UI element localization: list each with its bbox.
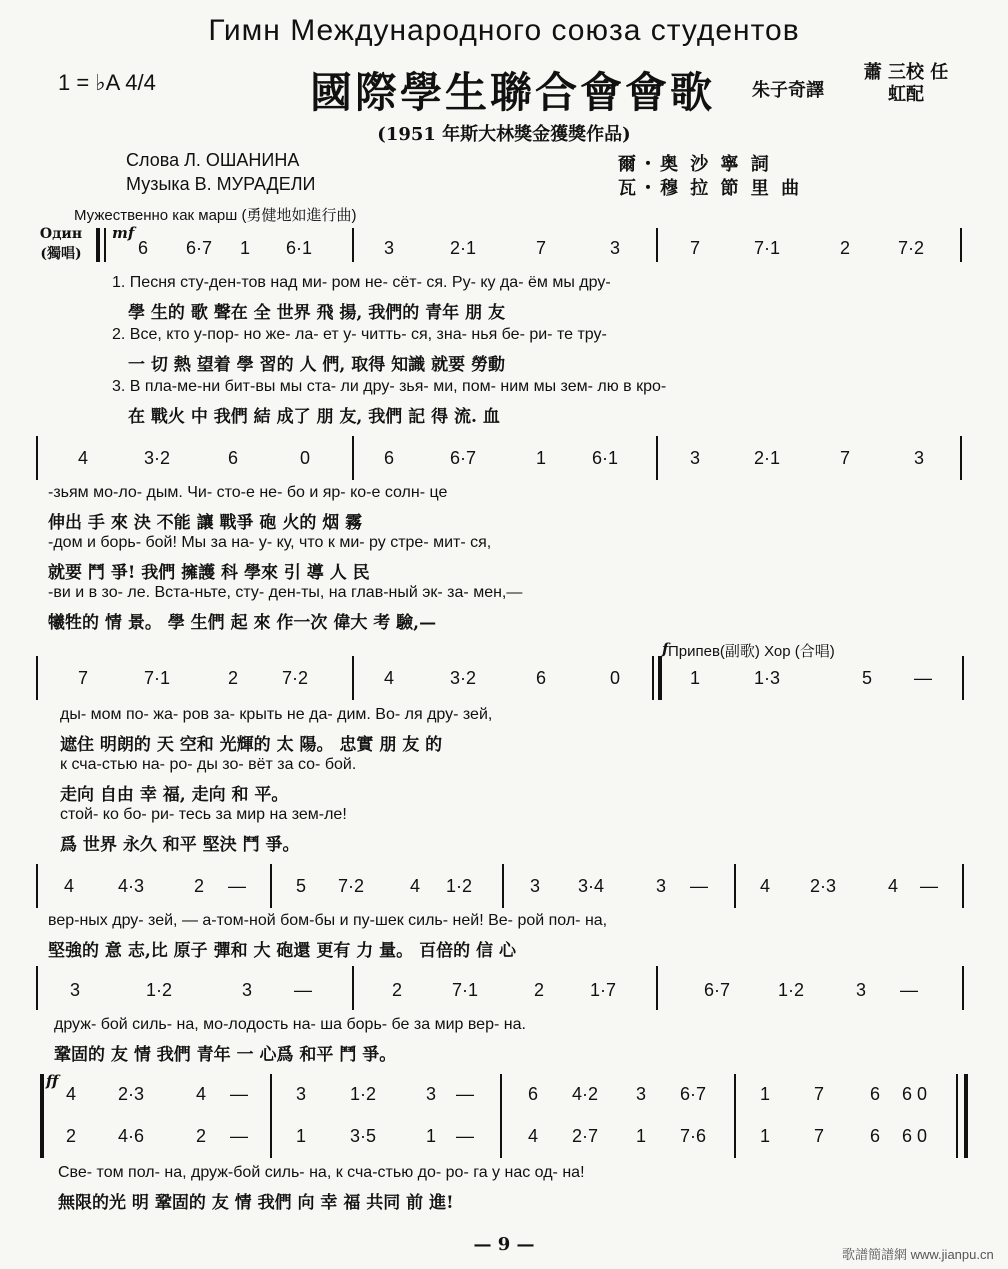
lyric-zh: 一 切 熱 望着 學 習的 人 們, 取得 知識 就要 勞動 [128,355,506,375]
note: 7·2 [282,668,309,688]
note: 1 [690,668,701,688]
barline [270,864,272,908]
note-lower: 2·7 [572,1126,599,1146]
lyric-zh: 伸出 手 來 決 不能 讓 戰爭 砲 火的 烟 霧 [48,513,363,533]
barline [40,1074,44,1158]
note-lower: 1 [296,1126,307,1146]
lyric-zh: 爲 世界 永久 和平 堅決 鬥 爭。 [60,835,300,855]
page-number: — 9 — [473,1234,535,1255]
barline [734,864,736,908]
barline [352,228,354,262]
note-upper: 3 [426,1084,437,1104]
barline [36,966,38,1010]
note: 5 [296,876,307,896]
lyricist-ru: Слова Л. ОШАНИНА [126,150,300,170]
lyric-ru: 3. В пла-ме-ни бит-вы мы ста- ли дру- зья- ми, пом- ним мы зем- лю в кро- [112,378,667,395]
note: 7·2 [898,238,925,258]
note: — [294,980,312,1000]
note-upper: 4 [66,1084,77,1104]
note: 6·1 [592,448,619,468]
barline [352,966,354,1010]
barline [500,1074,502,1158]
note: 7 [840,448,851,468]
note: 2 [534,980,545,1000]
lyric-zh: 遮住 明朗的 天 空和 光輝的 太 陽。 忠實 朋 友 的 [60,735,443,755]
dynamic-f: f [662,640,669,658]
solo-label: Один (獨唱) [39,226,83,262]
note: 6 [536,668,547,688]
note: 1·2 [146,980,173,1000]
note-lower: 1 [760,1126,771,1146]
award-note: (1951 年斯大林獎金獲獎作品) [377,124,631,145]
barline [960,436,962,480]
note: 1 [536,448,547,468]
title-russian: Гимн Международного союза студентов [208,14,800,47]
lyric-ru: друж- бой силь- на, мо-лодость на- ша борь- бе за мир вер- на. [54,1016,526,1033]
lyric-zh: 在 戰火 中 我們 結 成了 朋 友, 我們 記 得 流. 血 [128,407,500,427]
barline [734,1074,736,1158]
note: 7 [690,238,701,258]
note: 2·3 [810,876,837,896]
note: 7 [536,238,547,258]
note: 3·2 [144,448,171,468]
note: 2 [392,980,403,1000]
note-upper: 6 0 [902,1084,928,1104]
note: — [914,668,932,688]
lyric-zh: 就要 鬥 爭! 我們 擁護 科 學來 引 導 人 民 [48,563,370,583]
barline [656,228,658,262]
note-lower: 6 [870,1126,881,1146]
note: — [690,876,708,896]
lyric-ru: -дом и борь- бой! Мы за на- у- ку, что к ми- ру стре- мит- ся, [48,534,492,551]
note-upper: — [456,1084,474,1104]
note: 5 [862,668,873,688]
note: 6 [228,448,239,468]
lyric-ru: -ви и в зо- ле. Вста-ньте, сту- ден-ты, на глав-ный эк- за- мен,— [48,584,523,601]
note: 6 [138,238,149,258]
note-lower: 1 [636,1126,647,1146]
lyric-ru: Све- том пол- на, друж-бой силь- на, к сча-стью до- ро- га у нас од- на! [58,1164,585,1181]
reviser-credit: 蕭 三校 任 虹配 [863,62,949,105]
note-lower: 2 [66,1126,77,1146]
note: 4 [64,876,75,896]
note-upper: 1·2 [350,1084,377,1104]
barline [36,656,38,700]
note-lower: 7·6 [680,1126,707,1146]
barline [270,1074,272,1158]
barline [962,864,964,908]
lyric-zh: 犧牲的 情 景。 學 生們 起 來 作一次 偉大 考 驗,— [48,613,437,633]
note-upper: 6·7 [680,1084,707,1104]
barline [652,656,654,700]
note: 1 [240,238,251,258]
barline [962,656,964,700]
note-upper: 4·2 [572,1084,599,1104]
note: 3·2 [450,668,477,688]
note: 3 [242,980,253,1000]
note: 7·1 [144,668,171,688]
barline [656,966,658,1010]
note-lower: 4 [528,1126,539,1146]
note-lower: 1 [426,1126,437,1146]
note: 3 [530,876,541,896]
note-upper: 3 [636,1084,647,1104]
barline [964,1074,968,1158]
key-signature: 1 = ♭A 4/4 [58,70,156,95]
lyric-zh: 鞏固的 友 情 我們 青年 一 心爲 和平 鬥 爭。 [54,1045,397,1065]
note: 4·3 [118,876,145,896]
lyric-ru: 1. Песня сту-ден-тов над ми- ром не- сёт- ся. Ру- ку да- ём мы дру- [112,274,611,291]
note: 6 [384,448,395,468]
note: 4 [410,876,421,896]
note: 3 [70,980,81,1000]
note: 6·7 [186,238,213,258]
barline [36,436,38,480]
lyric-ru: ды- мом по- жа- ров за- крыть не да- дим. Во- ля дру- зей, [60,706,493,723]
note: 4 [78,448,89,468]
note: 1·7 [590,980,617,1000]
note: 7·1 [452,980,479,1000]
composer-ru: Музыка В. МУРАДЕЛИ [126,174,316,194]
lyricist-zh: 爾・奥 沙 寧 詞 [618,154,772,175]
note: 0 [300,448,311,468]
composer-zh: 瓦・穆 拉 節 里 曲 [618,178,803,199]
note: 3 [690,448,701,468]
note-upper: 7 [814,1084,825,1104]
note: 1·2 [778,980,805,1000]
note: 2·1 [450,238,477,258]
lyric-zh: 走向 自由 幸 福, 走向 和 平。 [60,785,289,805]
tempo-marking: Мужественно как марш (勇健地如進行曲) [74,207,357,224]
note-lower: 3·5 [350,1126,377,1146]
barline [36,864,38,908]
barline [962,966,964,1010]
note: — [900,980,918,1000]
note-lower: — [456,1126,474,1146]
barline [658,656,662,700]
note-lower: — [230,1126,248,1146]
note: 6·1 [286,238,313,258]
dynamic-ff: ff [46,1072,59,1090]
refrain-label: Припев(副歌) Хор (合唱) [668,643,835,660]
note: 6·7 [704,980,731,1000]
note-upper: 2·3 [118,1084,145,1104]
note: 3·4 [578,876,605,896]
title-chinese: 國際學生聯合會會歌 [310,68,716,117]
note: 2 [228,668,239,688]
lyric-zh: 學 生的 歌 聲在 全 世界 飛 揚, 我們的 青年 朋 友 [128,303,506,323]
lyric-ru: -зьям мо-ло- дым. Чи- сто-е не- бо и яр- ко-е солн- це [48,484,448,501]
note-lower: 6 0 [902,1126,928,1146]
lyric-zh: 堅強的 意 志,比 原子 彈和 大 砲還 更有 力 量。 百倍的 信 心 [48,941,516,961]
barline [502,864,504,908]
barline [656,436,658,480]
note: 7·2 [338,876,365,896]
note: 4 [384,668,395,688]
note: 2·1 [754,448,781,468]
lyric-ru: стой- ко бо- ри- тесь за мир на зем-ле! [60,806,347,823]
barline [104,228,106,262]
note: 3 [610,238,621,258]
note-upper: 6 [870,1084,881,1104]
note: 3 [914,448,925,468]
note-upper: 4 [196,1084,207,1104]
barline [352,656,354,700]
note: 2 [840,238,851,258]
barline [96,228,100,262]
note: 7 [78,668,89,688]
barline [960,228,962,262]
note-upper: 1 [760,1084,771,1104]
note: 3 [856,980,867,1000]
note-upper: 3 [296,1084,307,1104]
note-lower: 7 [814,1126,825,1146]
lyric-ru: к сча-стью на- ро- ды зо- вёт за со- бой. [60,756,357,773]
lyric-ru: вер-ных дру- зей, — а-том-ной бом-бы и пу-шек силь- ней! Ве- рой пол- на, [48,912,608,929]
note: — [920,876,938,896]
note: 4 [760,876,771,896]
note-upper: — [230,1084,248,1104]
note-lower: 4·6 [118,1126,145,1146]
note-lower: 2 [196,1126,207,1146]
dynamic-mf: mf [112,224,135,242]
lyric-ru: 2. Все, кто у-пор- но же- ла- ет у- читть- ся, зна- нья бе- ри- те тру- [112,326,607,343]
note: 3 [384,238,395,258]
note: 4 [888,876,899,896]
lyric-zh: 無限的光 明 鞏固的 友 情 我們 向 幸 福 共同 前 進! [58,1193,454,1213]
barline [956,1074,958,1158]
note: 7·1 [754,238,781,258]
note: 2 [194,876,205,896]
note: 6·7 [450,448,477,468]
note: 1·2 [446,876,473,896]
note: 3 [656,876,667,896]
note: 0 [610,668,621,688]
note: — [228,876,246,896]
translator-credit: 朱子奇譯 [752,80,824,101]
watermark: 歌譜簡譜網 www.jianpu.cn [842,1247,994,1262]
note: 1·3 [754,668,781,688]
note-upper: 6 [528,1084,539,1104]
barline [352,436,354,480]
